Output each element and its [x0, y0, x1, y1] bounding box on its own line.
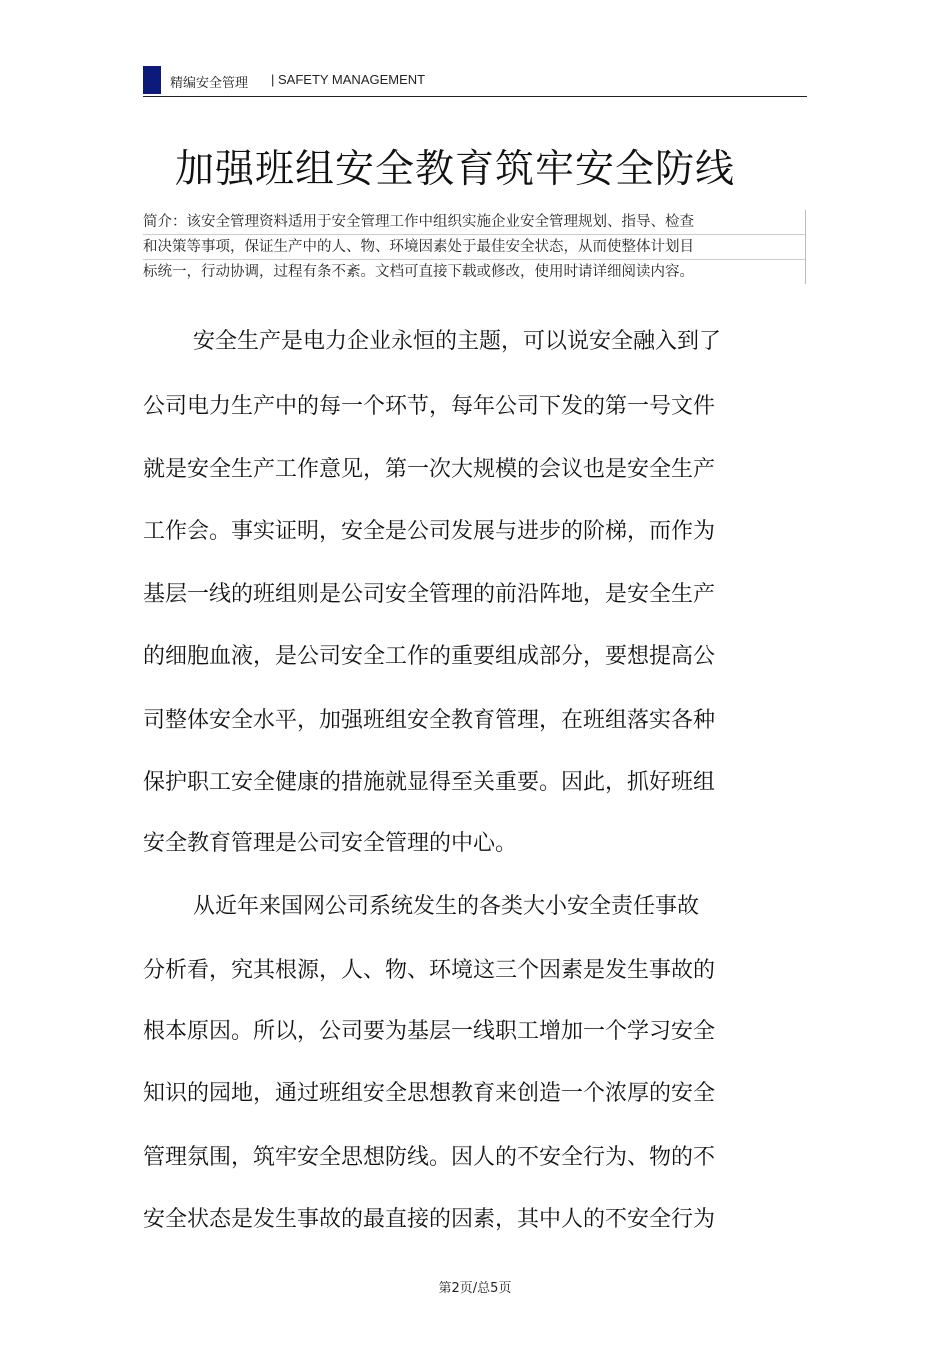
body-line: 管理氛围，筑牢安全思想防线。因人的不安全行为、物的不 — [143, 1145, 716, 1170]
body-line: 从近年来国网公司系统发生的各类大小安全责任事故 — [193, 894, 700, 919]
header-title-en: | SAFETY MANAGEMENT — [271, 72, 426, 87]
body-line: 保护职工安全健康的措施就显得至关重要。因此，抓好班组 — [143, 770, 716, 795]
body-line: 工作会。事实证明，安全是公司发展与进步的阶梯，而作为 — [143, 519, 716, 544]
body-line: 司整体安全水平，加强班组安全教育管理，在班组落实各种 — [143, 708, 716, 733]
body-line: 公司电力生产中的每一个环节，每年公司下发的第一号文件 — [143, 394, 716, 419]
body-line: 根本原因。所以，公司要为基层一线职工增加一个学习安全 — [143, 1019, 716, 1044]
body-line: 分析看，究其根源，人、物、环境这三个因素是发生事故的 — [143, 958, 716, 983]
page-number: 第2页/总5页 — [438, 1281, 512, 1296]
body-line: 知识的园地，通过班组安全思想教育来创造一个浓厚的安全 — [143, 1081, 716, 1106]
body-line: 安全教育管理是公司安全管理的中心。 — [143, 831, 518, 856]
summary-line: 标统一，行动协调，过程有条不紊。文档可直接下载或修改，使用时请详细阅读内容。 — [143, 264, 694, 280]
summary-line: 简介：该安全管理资料适用于安全管理工作中组织实施企业安全管理规划、指导、检查 — [143, 210, 805, 235]
body-line: 的细胞血液，是公司安全工作的重要组成部分，要想提高公 — [143, 644, 716, 669]
summary-line: 和决策等事项，保证生产中的人、物、环境因素处于最佳安全状态，从而使整体计划目 — [143, 235, 805, 260]
header-title-cn: 精编安全管理 — [170, 76, 249, 91]
document-title: 加强班组安全教育筑牢安全防线 — [174, 147, 735, 192]
body-line: 就是安全生产工作意见，第一次大规模的会议也是安全生产 — [143, 457, 716, 482]
logo-icon — [143, 66, 161, 94]
body-line: 安全生产是电力企业永恒的主题，可以说安全融入到了 — [193, 329, 722, 354]
page-header — [143, 66, 807, 97]
summary-box — [143, 210, 806, 284]
body-line: 安全状态是发生事故的最直接的因素，其中人的不安全行为 — [143, 1207, 716, 1232]
body-line: 基层一线的班组则是公司安全管理的前沿阵地，是安全生产 — [143, 582, 716, 607]
